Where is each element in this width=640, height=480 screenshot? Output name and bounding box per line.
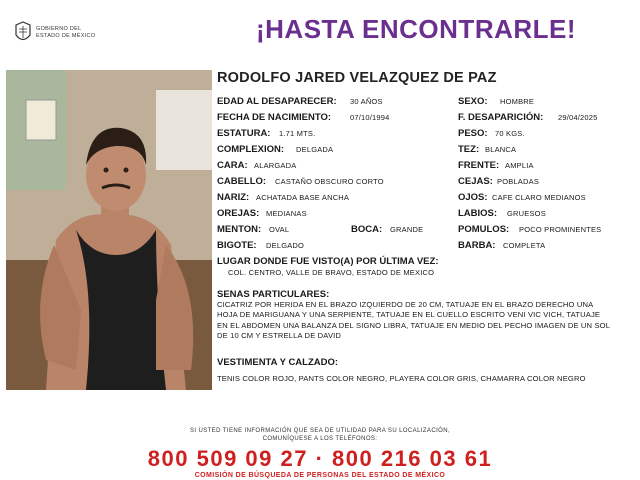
boca-value: GRANDE [390, 225, 424, 234]
complexion-label: COMPLEXION: [217, 144, 285, 155]
contact-note [0, 427, 640, 443]
phone-numbers: 800 509 09 27 · 800 216 03 61 [147, 446, 493, 471]
peso-value: 70 KGS. [495, 129, 525, 138]
boca-label: BOCA: [351, 224, 383, 235]
pomulos-label: POMULOS: [458, 224, 510, 235]
nacimiento-label: FECHA DE NACIMIENTO: [217, 112, 331, 123]
clothing-label: VESTIMENTA Y CALZADO: [217, 357, 339, 368]
frente-label: FRENTE: [458, 160, 500, 171]
barba-value: COMPLETA [503, 241, 546, 250]
government-logo [14, 20, 124, 46]
labios-label: LABIOS: [458, 208, 498, 219]
nariz-value: ACHATADA BASE ANCHA [256, 193, 350, 202]
bigote-value: DELGADO [266, 241, 305, 250]
marks-label: SENAS PARTICULARES: [217, 289, 330, 300]
person-photo [6, 70, 212, 390]
tez-label: TEZ: [458, 144, 480, 155]
tez-value: BLANCA [485, 145, 517, 154]
coat-of-arms-icon [14, 21, 32, 45]
edad-label: EDAD AL DESAPARECER: [217, 96, 337, 107]
desaparicion-label: F. DESAPARICIÓN: [458, 112, 544, 123]
person-name: RODOLFO JARED VELAZQUEZ DE PAZ [217, 70, 497, 86]
marks-value: CICATRIZ POR HERIDA EN EL BRAZO IZQUIERDO DE 20 CM, TATUAJE EN EL BRAZO DERECHO UNA HOJA DE MARIGUANA Y UNA SERPIENTE, TATUAJE EN EL CUELLO ESCRITO VENI VIC VICH, TATUAJE EN EL ABDOMEN UNA BALANZA DEL SIGNO LIBRA, TATUAJE EN MEDIO DEL PECHO IMAGEN DE UN SOL DE 10 CM Y ESTRELLA DE DAVID [217, 300, 610, 340]
headline: ¡HASTA ENCONTRARLE! [256, 14, 577, 44]
complexion-value: DELGADA [296, 145, 334, 154]
edad-value: 30 AÑOS [350, 97, 383, 106]
sexo-label: SEXO: [458, 96, 488, 107]
estatura-label: ESTATURA: [217, 128, 271, 139]
frente-value: AMPLIA [505, 161, 534, 170]
commission-name: COMISIÓN DE BÚSQUEDA DE PERSONAS DEL ESTADO DE MÉXICO [194, 472, 446, 479]
contact-note-line-2: COMUNÍQUESE A LOS TELÉFONOS: [262, 436, 378, 442]
cabello-value: CASTAÑO OBSCURO CORTO [275, 177, 384, 186]
contact-note-line-1: SI USTED TIENE INFORMACIÓN QUE SEA DE UTILIDAD PARA SU LOCALIZACIÓN, [189, 428, 451, 434]
portrait-illustration [6, 70, 212, 390]
cejas-value: POBLADAS [497, 177, 540, 186]
orejas-label: OREJAS: [217, 208, 260, 219]
orejas-value: MEDIANAS [266, 209, 307, 218]
last-seen-label: LUGAR DONDE FUE VISTO(A) POR ÚLTIMA VEZ: [217, 256, 439, 267]
cejas-label: CEJAS: [458, 176, 493, 187]
pomulos-value: POCO PROMINENTES [519, 225, 602, 234]
bigote-label: BIGOTE: [217, 240, 257, 251]
sexo-value: HOMBRE [500, 97, 535, 106]
last-seen-value: COL. CENTRO, VALLE DE BRAVO, ESTADO DE MEXICO [228, 268, 435, 277]
logo-line-2: ESTADO DE MÉXICO [36, 33, 96, 39]
cabello-label: CABELLO: [217, 176, 267, 187]
logo-text [36, 26, 95, 40]
logo-line-1: GOBIERNO DEL [36, 26, 82, 32]
ojos-value: CAFE CLARO MEDIANOS [492, 193, 586, 202]
clothing-value: TENIS COLOR ROJO, PANTS COLOR NEGRO, PLAYERA COLOR GRIS, CHAMARRA COLOR NEGRO [217, 374, 586, 383]
nariz-label: NARIZ: [217, 192, 250, 203]
ojos-label: OJOS: [458, 192, 488, 203]
nacimiento-value: 07/10/1994 [350, 113, 390, 122]
menton-label: MENTON: [217, 224, 262, 235]
peso-label: PESO: [458, 128, 488, 139]
barba-label: BARBA: [458, 240, 496, 251]
cara-value: ALARGADA [254, 161, 297, 170]
estatura-value: 1.71 MTS. [279, 129, 316, 138]
menton-value: OVAL [269, 225, 290, 234]
desaparicion-value: 29/04/2025 [558, 113, 598, 122]
labios-value: GRUESOS [507, 209, 546, 218]
cara-label: CARA: [217, 160, 248, 171]
